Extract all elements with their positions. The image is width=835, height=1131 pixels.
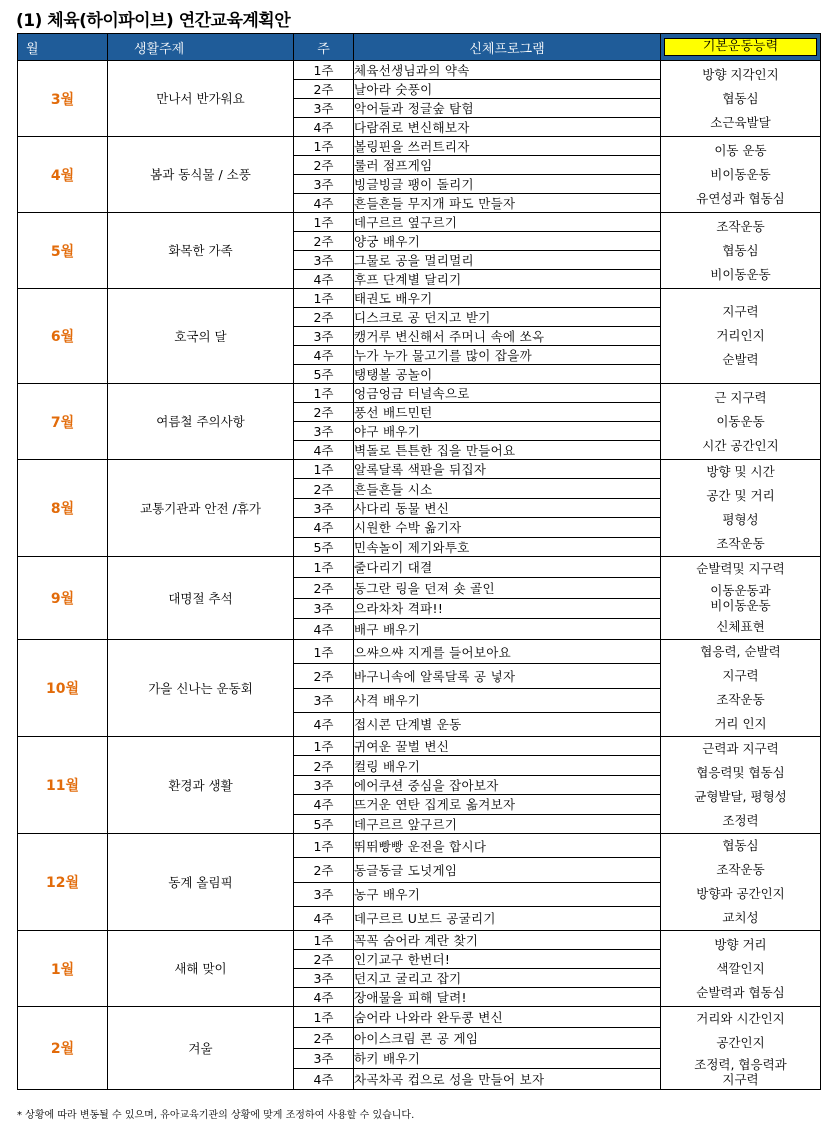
program-cell: 컬링 배우기 xyxy=(354,756,661,775)
program-cell: 숨어라 나와라 완두콩 변신 xyxy=(354,1007,661,1028)
theme-cell: 환경과 생활 xyxy=(108,737,294,834)
header-week: 주 xyxy=(294,34,354,61)
week-cell: 4주 xyxy=(294,712,354,736)
month-cell: 3월 xyxy=(18,61,108,137)
week-cell: 4주 xyxy=(294,118,354,137)
week-cell: 4주 xyxy=(294,518,354,537)
ability-cell xyxy=(661,640,821,737)
ability-cell xyxy=(661,384,821,460)
ability-item: 비이동운동 xyxy=(710,266,771,282)
ability-item: 거리 인지 xyxy=(714,716,767,731)
week-cell: 1주 xyxy=(294,557,354,578)
ability-item: 공간인지 xyxy=(716,1035,765,1050)
program-cell: 뛰뛰빵빵 운전을 합시다 xyxy=(354,834,661,858)
week-cell: 2주 xyxy=(294,577,354,598)
ability-item: 거리와 시간인지 xyxy=(696,1011,785,1026)
week-cell: 1주 xyxy=(294,1007,354,1028)
theme-cell: 가을 신나는 운동회 xyxy=(108,640,294,737)
week-cell: 4주 xyxy=(294,441,354,460)
theme-cell: 새해 맞이 xyxy=(108,931,294,1007)
program-cell: 차곡차곡 컵으로 성을 만들어 보자 xyxy=(354,1069,661,1090)
ability-item: 이동운동 xyxy=(716,413,765,429)
program-cell: 캥거루 변신해서 주머니 속에 쏘옥 xyxy=(354,327,661,346)
week-cell: 2주 xyxy=(294,479,354,498)
program-cell: 배구 배우기 xyxy=(354,619,661,640)
week-cell: 3주 xyxy=(294,175,354,194)
month-cell: 11월 xyxy=(18,737,108,834)
program-cell: 동글동글 도넛게임 xyxy=(354,858,661,882)
ability-item: 조작운동 xyxy=(716,862,765,877)
program-cell: 접시콘 단계별 운동 xyxy=(354,712,661,736)
program-cell: 바구니속에 알록달록 공 넣자 xyxy=(354,664,661,688)
program-cell: 으라차차 격파!! xyxy=(354,598,661,619)
theme-cell: 대명절 추석 xyxy=(108,557,294,640)
week-cell: 3주 xyxy=(294,498,354,517)
program-cell: 양궁 배우기 xyxy=(354,232,661,251)
week-cell: 1주 xyxy=(294,640,354,664)
ability-item: 협동심 xyxy=(722,90,759,106)
program-cell: 사격 배우기 xyxy=(354,688,661,712)
ability-item: 교치성 xyxy=(722,910,759,925)
week-cell: 4주 xyxy=(294,346,354,365)
ability-item: 유연성과 협동심 xyxy=(696,190,785,206)
ability-item: 이동 운동 xyxy=(714,142,767,158)
annual-plan-table xyxy=(17,33,821,1090)
ability-item: 조정력 xyxy=(722,813,759,828)
theme-cell: 겨울 xyxy=(108,1007,294,1090)
week-cell: 1주 xyxy=(294,137,354,156)
week-cell: 1주 xyxy=(294,289,354,308)
week-cell: 2주 xyxy=(294,950,354,969)
program-cell: 장애물을 피해 달려! xyxy=(354,988,661,1007)
week-cell: 5주 xyxy=(294,814,354,833)
header-ability xyxy=(661,34,821,61)
ability-cell xyxy=(661,137,821,213)
program-cell: 악어들과 정글숲 탐험 xyxy=(354,99,661,118)
week-cell: 1주 xyxy=(294,737,354,756)
program-cell: 그물로 공을 멀리멀리 xyxy=(354,251,661,270)
program-cell: 줄다리기 대결 xyxy=(354,557,661,578)
program-cell: 동그란 링을 던져 숏 골인 xyxy=(354,577,661,598)
ability-item: 소근육발달 xyxy=(710,114,771,130)
ability-item: 공간 및 거리 xyxy=(706,488,775,503)
page-title: (1) 체육(하이파이브) 연간교육계획안 xyxy=(16,11,291,31)
program-cell: 사다리 동물 변신 xyxy=(354,498,661,517)
ability-item: 방향과 공간인지 xyxy=(696,886,785,901)
theme-cell: 만나서 반가워요 xyxy=(108,61,294,137)
program-cell: 벽돌로 튼튼한 집을 만들어요 xyxy=(354,441,661,460)
table-row xyxy=(18,640,821,664)
week-cell: 3주 xyxy=(294,251,354,270)
theme-cell: 화목한 가족 xyxy=(108,213,294,289)
ability-item: 협응력, 순발력 xyxy=(700,644,781,659)
table-header-row xyxy=(18,34,821,61)
program-cell: 날아라 숫풍이 xyxy=(354,80,661,99)
header-ability-label: 기본운동능력 xyxy=(664,38,817,56)
ability-item: 순발력과 협동심 xyxy=(696,984,785,1000)
program-cell: 후프 단계별 달리기 xyxy=(354,270,661,289)
program-cell: 으쌰으쌰 지게를 들어보아요 xyxy=(354,640,661,664)
table-row xyxy=(18,61,821,80)
program-cell: 흔들흔들 시소 xyxy=(354,479,661,498)
program-cell: 볼링핀을 쓰러트리자 xyxy=(354,137,661,156)
program-cell: 던지고 굴리고 잡기 xyxy=(354,969,661,988)
week-cell: 4주 xyxy=(294,194,354,213)
program-cell: 태권도 배우기 xyxy=(354,289,661,308)
week-cell: 2주 xyxy=(294,756,354,775)
week-cell: 3주 xyxy=(294,969,354,988)
week-cell: 3주 xyxy=(294,99,354,118)
footnote: * 상황에 따라 변동될 수 있으며, 유아교육기관의 상황에 맞게 조정하여 사용할 수 있습니다. xyxy=(17,1110,415,1121)
program-cell: 농구 배우기 xyxy=(354,882,661,906)
program-cell: 귀여운 꿀벌 변신 xyxy=(354,737,661,756)
ability-item: 지구력 xyxy=(722,668,759,683)
program-cell: 데구르르 옆구르기 xyxy=(354,213,661,232)
week-cell: 4주 xyxy=(294,906,354,930)
table-row xyxy=(18,737,821,756)
week-cell: 3주 xyxy=(294,775,354,794)
week-cell: 3주 xyxy=(294,598,354,619)
program-cell: 데구르르 앞구르기 xyxy=(354,814,661,833)
table-row xyxy=(18,289,821,308)
program-cell: 풍선 배드민턴 xyxy=(354,403,661,422)
table-body xyxy=(18,61,821,1090)
week-cell: 2주 xyxy=(294,232,354,251)
week-cell: 2주 xyxy=(294,403,354,422)
ability-item: 조작운동 xyxy=(716,692,765,707)
program-cell: 뜨거운 연탄 집게로 옮겨보자 xyxy=(354,795,661,814)
program-cell: 에어쿠션 중심을 잡아보자 xyxy=(354,775,661,794)
month-cell: 1월 xyxy=(18,931,108,1007)
program-cell: 민속놀이 제기와투호 xyxy=(354,537,661,556)
theme-cell: 교통기관과 안전 /휴가 xyxy=(108,460,294,557)
ability-item: 비이동운동 xyxy=(710,166,771,182)
ability-item: 순발력 xyxy=(722,352,759,367)
week-cell: 1주 xyxy=(294,931,354,950)
program-cell: 시원한 수박 옮기자 xyxy=(354,518,661,537)
week-cell: 2주 xyxy=(294,858,354,882)
theme-cell: 여름철 주의사항 xyxy=(108,384,294,460)
program-cell: 디스크로 공 던지고 받기 xyxy=(354,308,661,327)
month-cell: 7월 xyxy=(18,384,108,460)
week-cell: 1주 xyxy=(294,61,354,80)
table-row xyxy=(18,931,821,950)
ability-cell xyxy=(661,834,821,931)
ability-item: 신체표현 xyxy=(716,619,765,634)
ability-cell xyxy=(661,1007,821,1090)
week-cell: 5주 xyxy=(294,365,354,384)
table-row xyxy=(18,460,821,479)
week-cell: 1주 xyxy=(294,460,354,479)
week-cell: 3주 xyxy=(294,327,354,346)
table-row xyxy=(18,557,821,578)
ability-item: 협동심 xyxy=(722,838,759,853)
ability-item: 이동운동과 비이동운동 xyxy=(710,583,771,613)
ability-item: 근력과 지구력 xyxy=(702,741,779,756)
ability-item: 근 지구력 xyxy=(714,389,767,405)
ability-item: 조작운동 xyxy=(716,218,765,234)
week-cell: 4주 xyxy=(294,795,354,814)
month-cell: 12월 xyxy=(18,834,108,931)
program-cell: 꼭꼭 숨어라 계란 찾기 xyxy=(354,931,661,950)
program-cell: 하키 배우기 xyxy=(354,1048,661,1069)
theme-cell: 동계 올림픽 xyxy=(108,834,294,931)
week-cell: 2주 xyxy=(294,308,354,327)
month-cell: 8월 xyxy=(18,460,108,557)
month-cell: 10월 xyxy=(18,640,108,737)
month-cell: 6월 xyxy=(18,289,108,384)
theme-cell: 호국의 달 xyxy=(108,289,294,384)
table-row xyxy=(18,137,821,156)
ability-item: 거리인지 xyxy=(716,328,765,343)
week-cell: 5주 xyxy=(294,537,354,556)
ability-item: 균형발달, 평형성 xyxy=(694,789,787,804)
header-program: 신체프로그램 xyxy=(354,34,661,61)
week-cell: 4주 xyxy=(294,1069,354,1090)
week-cell: 1주 xyxy=(294,384,354,403)
table-row xyxy=(18,384,821,403)
table-row xyxy=(18,1007,821,1028)
week-cell: 4주 xyxy=(294,988,354,1007)
week-cell: 1주 xyxy=(294,834,354,858)
ability-cell xyxy=(661,737,821,834)
ability-cell xyxy=(661,931,821,1007)
month-cell: 5월 xyxy=(18,213,108,289)
program-cell: 야구 배우기 xyxy=(354,422,661,441)
ability-item: 순발력및 지구력 xyxy=(696,561,785,576)
ability-item: 방향 및 시간 xyxy=(706,464,775,479)
ability-item: 평형성 xyxy=(722,512,759,527)
table-row xyxy=(18,213,821,232)
week-cell: 2주 xyxy=(294,1027,354,1048)
week-cell: 4주 xyxy=(294,619,354,640)
week-cell: 2주 xyxy=(294,80,354,99)
table-row xyxy=(18,834,821,858)
week-cell: 4주 xyxy=(294,270,354,289)
program-cell: 다람쥐로 변신해보자 xyxy=(354,118,661,137)
program-cell: 탱탱볼 공놀이 xyxy=(354,365,661,384)
month-cell: 4월 xyxy=(18,137,108,213)
ability-cell xyxy=(661,61,821,137)
program-cell: 데구르르 U보드 공굴리기 xyxy=(354,906,661,930)
ability-cell xyxy=(661,557,821,640)
ability-item: 지구력 xyxy=(722,304,759,319)
week-cell: 2주 xyxy=(294,156,354,175)
ability-item: 방향 지각인지 xyxy=(702,66,779,82)
week-cell: 3주 xyxy=(294,688,354,712)
ability-cell xyxy=(661,460,821,557)
ability-item: 색깔인지 xyxy=(716,960,765,976)
ability-item: 조작운동 xyxy=(716,536,765,551)
ability-item: 협동심 xyxy=(722,242,759,258)
header-month: 월 xyxy=(18,34,108,61)
week-cell: 1주 xyxy=(294,213,354,232)
week-cell: 3주 xyxy=(294,422,354,441)
ability-item: 시간 공간인지 xyxy=(702,437,779,453)
program-cell: 흔들흔들 무지개 파도 만들자 xyxy=(354,194,661,213)
week-cell: 3주 xyxy=(294,882,354,906)
ability-item: 협응력및 협동심 xyxy=(696,765,785,780)
program-cell: 엉금엉금 터널속으로 xyxy=(354,384,661,403)
month-cell: 9월 xyxy=(18,557,108,640)
program-cell: 인기교구 한번더! xyxy=(354,950,661,969)
week-cell: 2주 xyxy=(294,664,354,688)
theme-cell: 봄과 동식물 / 소풍 xyxy=(108,137,294,213)
month-cell: 2월 xyxy=(18,1007,108,1090)
program-cell: 아이스크림 콘 공 게임 xyxy=(354,1027,661,1048)
program-cell: 체육선생님과의 약속 xyxy=(354,61,661,80)
ability-cell xyxy=(661,289,821,384)
program-cell: 룰러 점프게임 xyxy=(354,156,661,175)
week-cell: 3주 xyxy=(294,1048,354,1069)
ability-cell xyxy=(661,213,821,289)
program-cell: 알록달록 색판을 뒤집자 xyxy=(354,460,661,479)
program-cell: 빙글빙글 팽이 돌리기 xyxy=(354,175,661,194)
ability-item: 조정력, 협응력과 지구력 xyxy=(694,1057,787,1087)
program-cell: 누가 누가 물고기를 많이 잡을까 xyxy=(354,346,661,365)
header-theme: 생활주제 xyxy=(108,34,294,61)
ability-item: 방향 거리 xyxy=(714,936,767,952)
